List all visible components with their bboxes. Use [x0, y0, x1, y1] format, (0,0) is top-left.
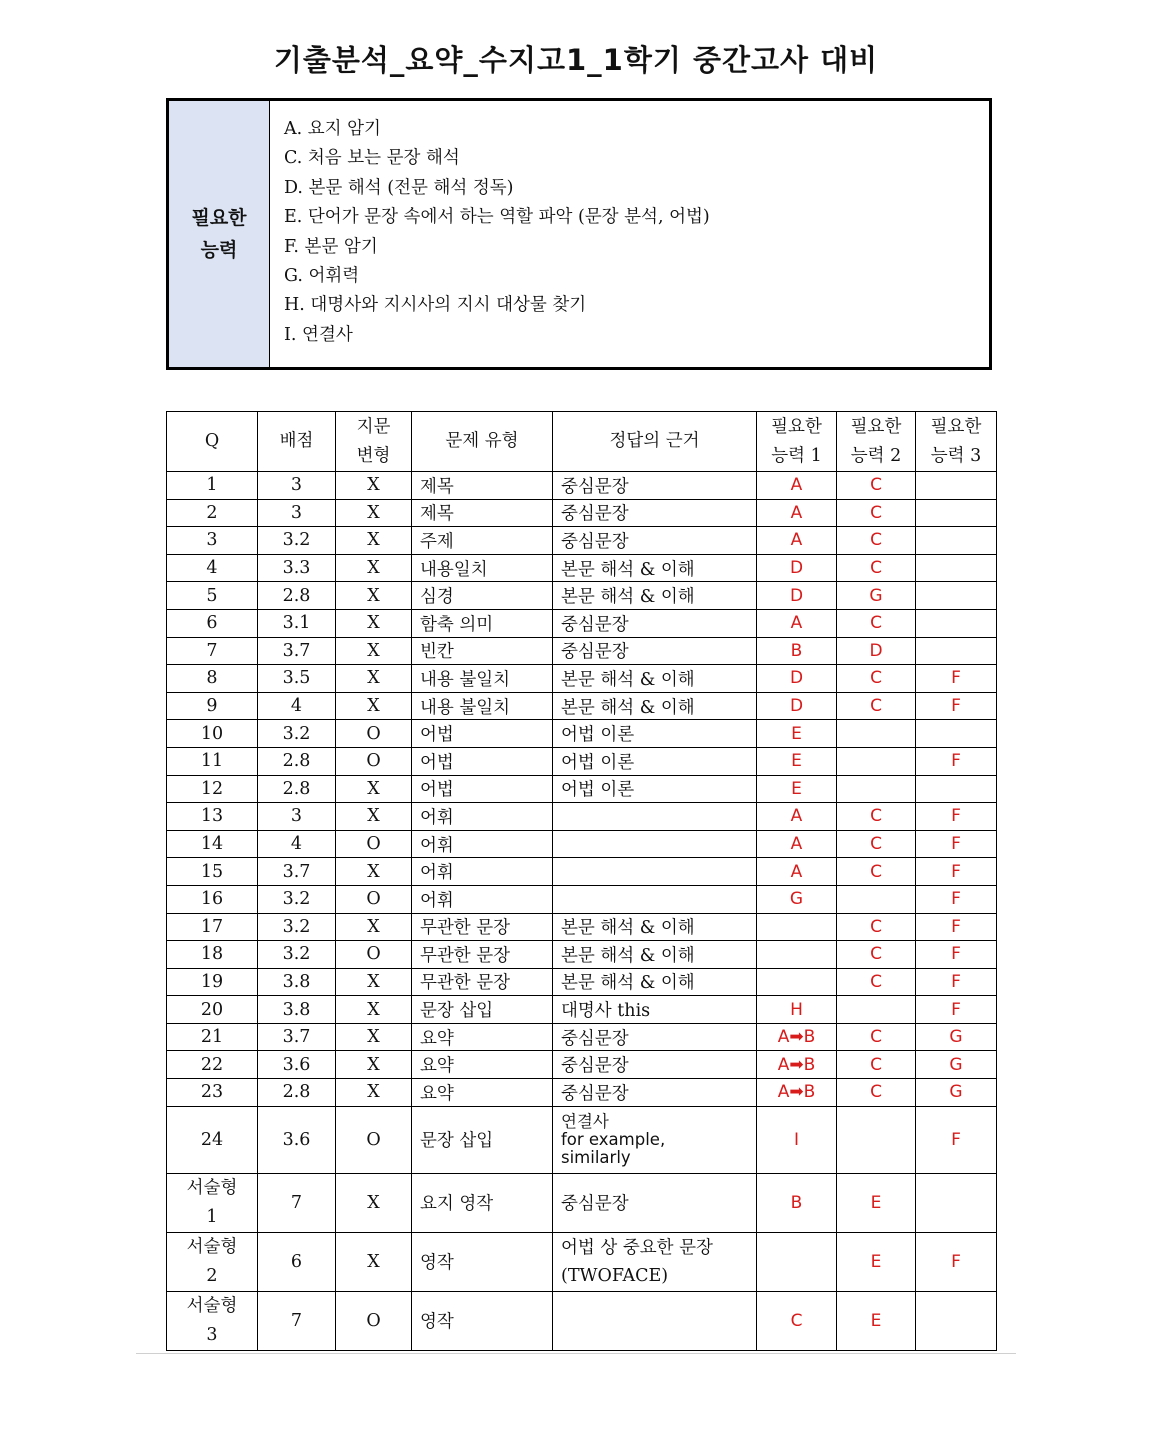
exam-analysis-table [166, 411, 997, 1351]
table-row [167, 582, 997, 610]
cell-ability-2: C [837, 1079, 916, 1107]
cell-answer-basis: 어법 이론 [553, 747, 757, 775]
cell-variant: X [336, 968, 412, 996]
table-body [167, 472, 997, 1351]
cell-q: 2 [167, 499, 258, 527]
cell-ability-2: C [837, 527, 916, 555]
cell-ability-1: A [757, 527, 837, 555]
cell-question-type: 빈칸 [412, 637, 553, 665]
cell-variant: O [336, 747, 412, 775]
cell-ability-2: C [837, 472, 916, 500]
cell-variant: O [336, 885, 412, 913]
table-row [167, 472, 997, 500]
table-row [167, 1079, 997, 1107]
header-ability-2: 필요한 능력 2 [837, 412, 916, 472]
cell-score: 3.7 [258, 1023, 336, 1051]
cell-ability-1 [757, 913, 837, 941]
cell-question-type: 주제 [412, 527, 553, 555]
cell-question-type: 요약 [412, 1023, 553, 1051]
cell-question-type: 어휘 [412, 803, 553, 831]
cell-variant: X [336, 1023, 412, 1051]
cell-ability-1: A [757, 609, 837, 637]
cell-ability-1 [757, 968, 837, 996]
cell-variant: X [336, 582, 412, 610]
cell-variant: X [336, 858, 412, 886]
cell-q: 19 [167, 968, 258, 996]
cell-ability-1: A [757, 830, 837, 858]
ability-item: I. 연결사 [284, 324, 353, 345]
cell-score: 3 [258, 803, 336, 831]
ability-legend-box [166, 98, 992, 370]
cell-answer-basis: 중심문장 [553, 609, 757, 637]
cell-answer-basis: 중심문장 [553, 1079, 757, 1107]
table-row [167, 1106, 997, 1173]
table-row [167, 609, 997, 637]
cell-ability-2: C [837, 554, 916, 582]
cell-ability-1: A➡B [757, 1023, 837, 1051]
cell-ability-3: F [916, 665, 997, 693]
cell-score: 6 [258, 1232, 336, 1291]
cell-answer-basis: 본문 해석 & 이해 [553, 968, 757, 996]
header-variant: 지문 변형 [336, 412, 412, 472]
cell-ability-3 [916, 554, 997, 582]
cell-q: 서술형 2 [167, 1232, 258, 1291]
cell-ability-3 [916, 527, 997, 555]
cell-score: 2.8 [258, 747, 336, 775]
cell-ability-3: G [916, 1023, 997, 1051]
table-row [167, 803, 997, 831]
cell-score: 3.8 [258, 996, 336, 1024]
cell-ability-2 [837, 1106, 916, 1173]
cell-ability-1 [757, 1232, 837, 1291]
cell-variant: X [336, 1173, 412, 1232]
cell-ability-3: F [916, 747, 997, 775]
cell-ability-3: F [916, 858, 997, 886]
cell-question-type: 영작 [412, 1291, 553, 1350]
cell-variant: X [336, 665, 412, 693]
cell-question-type: 내용 불일치 [412, 692, 553, 720]
cell-ability-1: E [757, 775, 837, 803]
cell-variant: X [336, 472, 412, 500]
cell-ability-3: F [916, 885, 997, 913]
cell-variant: O [336, 830, 412, 858]
cell-answer-basis: 중심문장 [553, 637, 757, 665]
cell-ability-1: C [757, 1291, 837, 1350]
cell-ability-1: D [757, 665, 837, 693]
cell-answer-basis: 중심문장 [553, 1173, 757, 1232]
ability-item: F. 본문 암기 [284, 236, 378, 257]
cell-ability-2: C [837, 1051, 916, 1079]
cell-question-type: 제목 [412, 472, 553, 500]
table-row [167, 1291, 997, 1350]
cell-score: 3 [258, 499, 336, 527]
cell-score: 3.6 [258, 1106, 336, 1173]
cell-question-type: 어휘 [412, 858, 553, 886]
cell-answer-basis: 중심문장 [553, 499, 757, 527]
cell-score: 3.2 [258, 720, 336, 748]
cell-variant: X [336, 692, 412, 720]
cell-ability-3 [916, 472, 997, 500]
cell-ability-1: D [757, 692, 837, 720]
table-row [167, 968, 997, 996]
cell-score: 3.5 [258, 665, 336, 693]
table-row [167, 1232, 997, 1291]
cell-ability-3 [916, 499, 997, 527]
cell-q: 11 [167, 747, 258, 775]
cell-q: 6 [167, 609, 258, 637]
cell-score: 3.1 [258, 609, 336, 637]
cell-ability-1: E [757, 747, 837, 775]
table-row [167, 830, 997, 858]
cell-score: 3.8 [258, 968, 336, 996]
cell-q: 8 [167, 665, 258, 693]
cell-score: 3.2 [258, 885, 336, 913]
cell-answer-basis: 본문 해석 & 이해 [553, 665, 757, 693]
cell-answer-basis: 본문 해석 & 이해 [553, 582, 757, 610]
cell-q: 3 [167, 527, 258, 555]
cell-variant: X [336, 1232, 412, 1291]
cell-question-type: 무관한 문장 [412, 913, 553, 941]
cell-question-type: 심경 [412, 582, 553, 610]
cell-variant: X [336, 803, 412, 831]
cell-variant: X [336, 913, 412, 941]
cell-question-type: 무관한 문장 [412, 941, 553, 969]
cell-ability-3: F [916, 941, 997, 969]
cell-ability-2 [837, 885, 916, 913]
cell-q: 17 [167, 913, 258, 941]
cell-ability-3 [916, 609, 997, 637]
table-row [167, 720, 997, 748]
cell-question-type: 내용일치 [412, 554, 553, 582]
cell-ability-1: D [757, 582, 837, 610]
cell-score: 7 [258, 1291, 336, 1350]
cell-ability-3: F [916, 913, 997, 941]
cell-ability-3: F [916, 692, 997, 720]
cell-q: 서술형 3 [167, 1291, 258, 1350]
cell-variant: X [336, 527, 412, 555]
table-row [167, 665, 997, 693]
cell-ability-1: D [757, 554, 837, 582]
ability-legend-header: 필요한 능력 [169, 101, 270, 367]
cell-ability-3: F [916, 803, 997, 831]
cell-ability-2: G [837, 582, 916, 610]
table-row [167, 747, 997, 775]
cell-ability-2: C [837, 830, 916, 858]
ability-item: H. 대명사와 지시사의 지시 대상물 찾기 [284, 295, 587, 316]
cell-ability-2: E [837, 1232, 916, 1291]
cell-answer-basis [553, 830, 757, 858]
cell-ability-2: C [837, 968, 916, 996]
cell-score: 2.8 [258, 775, 336, 803]
table-row [167, 527, 997, 555]
cell-ability-1: A [757, 499, 837, 527]
cell-answer-basis: 중심문장 [553, 1051, 757, 1079]
table-header-row [167, 412, 997, 472]
cell-q: 23 [167, 1079, 258, 1107]
cell-ability-2: C [837, 858, 916, 886]
cell-score: 3 [258, 472, 336, 500]
cell-ability-3: G [916, 1079, 997, 1107]
cell-score: 3.7 [258, 637, 336, 665]
cell-question-type: 어법 [412, 720, 553, 748]
cell-answer-basis: 어법 이론 [553, 720, 757, 748]
cell-ability-1: G [757, 885, 837, 913]
cell-question-type: 어법 [412, 775, 553, 803]
cell-score: 3.3 [258, 554, 336, 582]
table-row [167, 941, 997, 969]
table-row [167, 499, 997, 527]
cell-score: 2.8 [258, 1079, 336, 1107]
ability-legend-list [270, 101, 710, 367]
cell-ability-1: A➡B [757, 1051, 837, 1079]
cell-q: 20 [167, 996, 258, 1024]
cell-ability-1: I [757, 1106, 837, 1173]
cell-question-type: 요약 [412, 1079, 553, 1107]
cell-q: 14 [167, 830, 258, 858]
table-row [167, 554, 997, 582]
cell-question-type: 요지 영작 [412, 1173, 553, 1232]
cell-answer-basis [553, 885, 757, 913]
cell-answer-basis: 중심문장 [553, 1023, 757, 1051]
cell-variant: O [336, 1106, 412, 1173]
header-ability-3: 필요한 능력 3 [916, 412, 997, 472]
cell-ability-2 [837, 775, 916, 803]
cell-variant: X [336, 775, 412, 803]
cell-ability-3: F [916, 996, 997, 1024]
cell-q: 22 [167, 1051, 258, 1079]
cell-q: 9 [167, 692, 258, 720]
cell-answer-basis: 본문 해석 & 이해 [553, 554, 757, 582]
ability-item: D. 본문 해석 (전문 해석 정독) [284, 177, 514, 198]
cell-ability-1: A➡B [757, 1079, 837, 1107]
cell-ability-2: D [837, 637, 916, 665]
cell-ability-2: C [837, 803, 916, 831]
cell-ability-3: F [916, 1232, 997, 1291]
cell-ability-3 [916, 582, 997, 610]
header-score: 배점 [258, 412, 336, 472]
ability-item: E. 단어가 문장 속에서 하는 역할 파악 (문장 분석, 어법) [284, 207, 710, 228]
cell-answer-basis: 본문 해석 & 이해 [553, 692, 757, 720]
cell-q: 12 [167, 775, 258, 803]
cell-answer-basis: 어법 이론 [553, 775, 757, 803]
cell-answer-basis [553, 803, 757, 831]
cell-ability-2: C [837, 609, 916, 637]
cell-ability-2: C [837, 499, 916, 527]
cell-question-type: 내용 불일치 [412, 665, 553, 693]
cell-ability-2: C [837, 941, 916, 969]
cell-ability-1: H [757, 996, 837, 1024]
cell-answer-basis: 본문 해석 & 이해 [553, 913, 757, 941]
ability-item: C. 처음 보는 문장 해석 [284, 148, 460, 169]
ability-item: A. 요지 암기 [284, 119, 381, 139]
page-divider [136, 1353, 1016, 1354]
cell-ability-2: C [837, 692, 916, 720]
cell-variant: X [336, 499, 412, 527]
table-row [167, 913, 997, 941]
ability-item: G. 어휘력 [284, 266, 360, 287]
cell-q: 1 [167, 472, 258, 500]
cell-ability-1: A [757, 858, 837, 886]
cell-ability-3 [916, 1291, 997, 1350]
cell-answer-basis: 어법 상 중요한 문장 (TWOFACE) [553, 1232, 757, 1291]
cell-answer-basis [553, 858, 757, 886]
cell-ability-3 [916, 720, 997, 748]
table-row [167, 692, 997, 720]
cell-score: 3.2 [258, 941, 336, 969]
cell-q: 10 [167, 720, 258, 748]
cell-ability-1: A [757, 472, 837, 500]
table-row [167, 885, 997, 913]
cell-variant: O [336, 1291, 412, 1350]
cell-ability-2 [837, 747, 916, 775]
cell-ability-3 [916, 637, 997, 665]
cell-ability-3 [916, 1173, 997, 1232]
cell-answer-basis: 연결사 for example, similarly [553, 1106, 757, 1173]
cell-q: 5 [167, 582, 258, 610]
cell-ability-1: B [757, 1173, 837, 1232]
cell-variant: X [336, 1079, 412, 1107]
header-answer-basis: 정답의 근거 [553, 412, 757, 472]
cell-ability-2: C [837, 913, 916, 941]
table-row [167, 1173, 997, 1232]
cell-q: 24 [167, 1106, 258, 1173]
cell-ability-3: F [916, 968, 997, 996]
table-row [167, 858, 997, 886]
cell-score: 3.6 [258, 1051, 336, 1079]
cell-q: 7 [167, 637, 258, 665]
cell-variant: O [336, 720, 412, 748]
cell-variant: X [336, 609, 412, 637]
cell-ability-2: E [837, 1173, 916, 1232]
cell-q: 16 [167, 885, 258, 913]
cell-score: 2.8 [258, 582, 336, 610]
cell-ability-1: B [757, 637, 837, 665]
cell-answer-basis: 본문 해석 & 이해 [553, 941, 757, 969]
cell-ability-2: E [837, 1291, 916, 1350]
cell-ability-3 [916, 775, 997, 803]
cell-ability-3: F [916, 1106, 997, 1173]
table-row [167, 1051, 997, 1079]
cell-question-type: 어휘 [412, 885, 553, 913]
cell-ability-2: C [837, 1023, 916, 1051]
cell-question-type: 제목 [412, 499, 553, 527]
header-ability-1: 필요한 능력 1 [757, 412, 837, 472]
cell-answer-basis [553, 1291, 757, 1350]
cell-q: 21 [167, 1023, 258, 1051]
table-row [167, 996, 997, 1024]
cell-answer-basis: 대명사 this [553, 996, 757, 1024]
cell-q: 15 [167, 858, 258, 886]
header-question-type: 문제 유형 [412, 412, 553, 472]
page-title: 기출분석_요약_수지고1_1학기 중간고사 대비 [273, 43, 879, 77]
cell-ability-2: C [837, 665, 916, 693]
cell-question-type: 영작 [412, 1232, 553, 1291]
table-row [167, 775, 997, 803]
cell-ability-1 [757, 941, 837, 969]
cell-question-type: 문장 삽입 [412, 996, 553, 1024]
cell-ability-1: E [757, 720, 837, 748]
table-row [167, 637, 997, 665]
cell-score: 3.2 [258, 913, 336, 941]
cell-ability-2 [837, 720, 916, 748]
cell-variant: X [336, 1051, 412, 1079]
cell-score: 4 [258, 692, 336, 720]
cell-question-type: 어휘 [412, 830, 553, 858]
cell-question-type: 요약 [412, 1051, 553, 1079]
header-q: Q [167, 412, 258, 472]
cell-score: 7 [258, 1173, 336, 1232]
cell-ability-2 [837, 996, 916, 1024]
cell-variant: X [336, 637, 412, 665]
cell-answer-basis: 중심문장 [553, 527, 757, 555]
cell-score: 4 [258, 830, 336, 858]
cell-variant: O [336, 941, 412, 969]
cell-answer-basis: 중심문장 [553, 472, 757, 500]
cell-question-type: 문장 삽입 [412, 1106, 553, 1173]
cell-score: 3.2 [258, 527, 336, 555]
cell-ability-3: G [916, 1051, 997, 1079]
cell-q: 18 [167, 941, 258, 969]
cell-q: 13 [167, 803, 258, 831]
cell-question-type: 무관한 문장 [412, 968, 553, 996]
cell-question-type: 함축 의미 [412, 609, 553, 637]
cell-q: 서술형 1 [167, 1173, 258, 1232]
cell-q: 4 [167, 554, 258, 582]
cell-ability-1: A [757, 803, 837, 831]
cell-ability-3: F [916, 830, 997, 858]
cell-question-type: 어법 [412, 747, 553, 775]
cell-variant: X [336, 554, 412, 582]
cell-score: 3.7 [258, 858, 336, 886]
cell-variant: X [336, 996, 412, 1024]
table-row [167, 1023, 997, 1051]
